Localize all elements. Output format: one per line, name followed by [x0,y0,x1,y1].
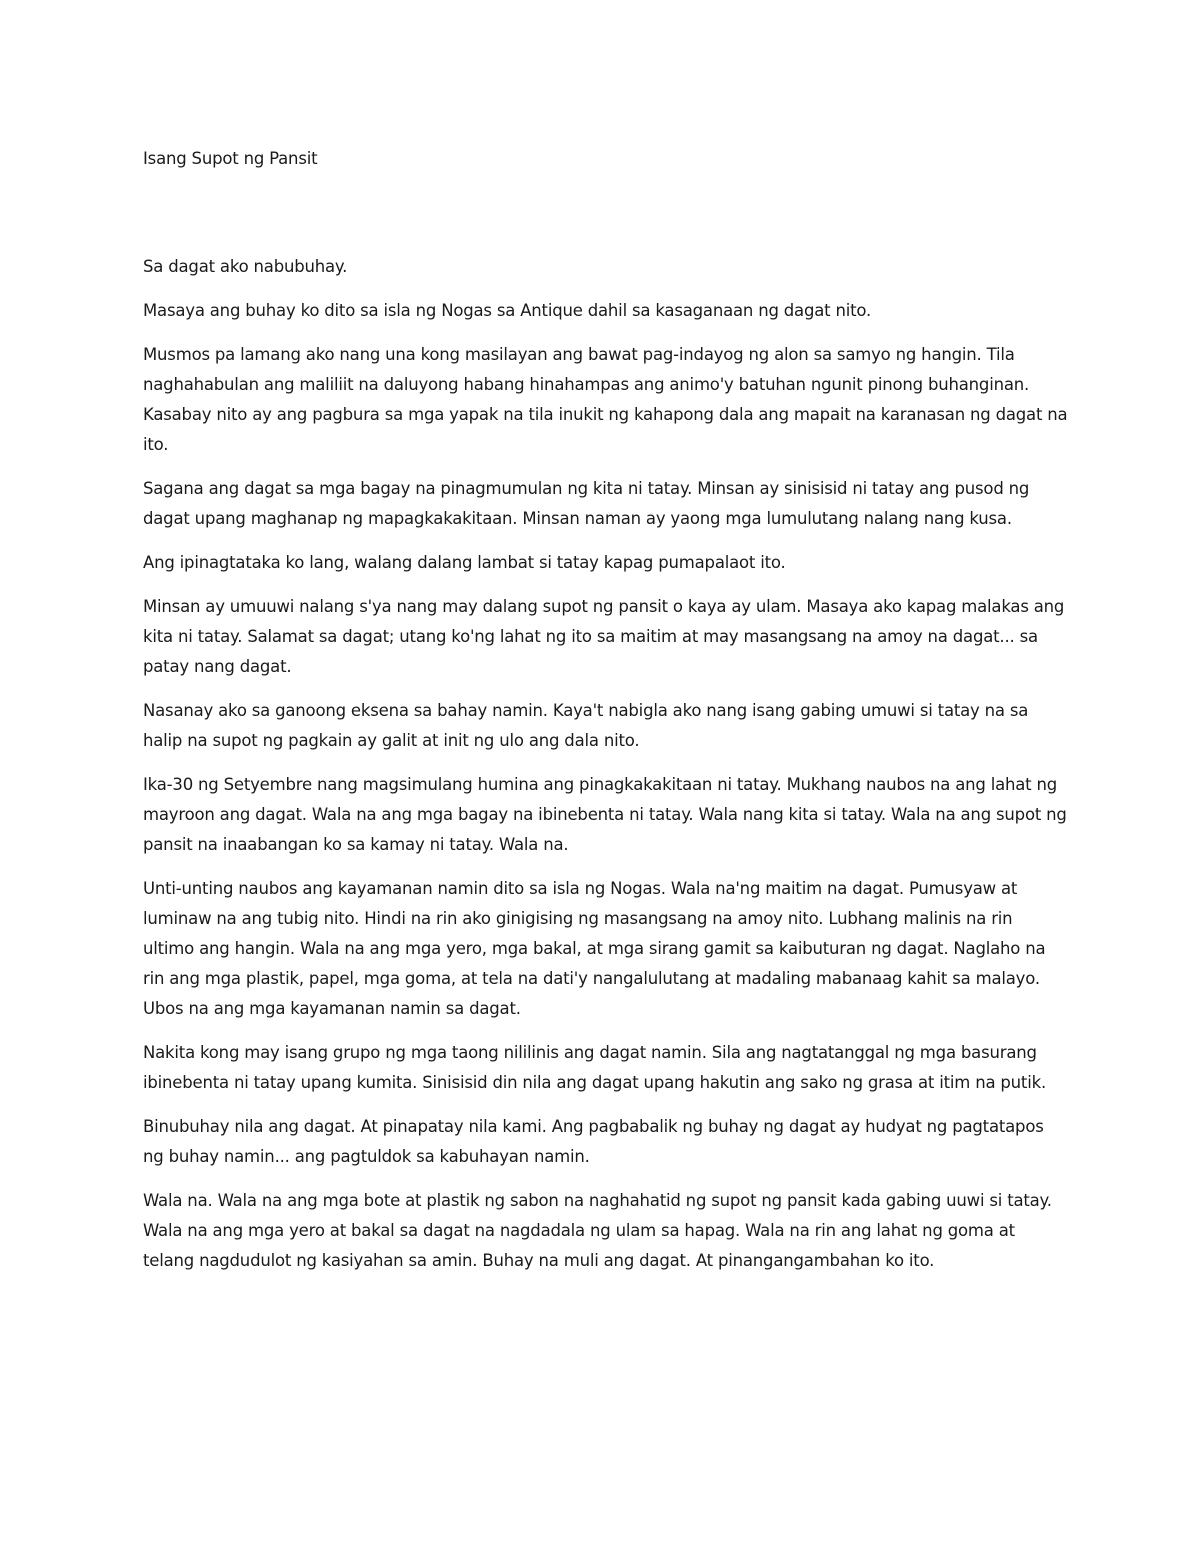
paragraph-6: Minsan ay umuuwi nalang s'ya nang may dalang supot ng pansit o kaya ay ulam. Masaya ako kapag malakas ang kita ni tatay. Salamat sa dagat; utang ko'ng lahat ng ito sa maitim at may masangsang na amoy na dagat... sa patay nang dagat. [143,597,1065,676]
paragraph-3: Musmos pa lamang ako nang una kong masilayan ang bawat pag-indayog ng alon sa samyo ng hangin. Tila naghahabulan ang maliliit na daluyong habang hinahampas ang animo'y batuhan ngunit pinong buhanginan. Kasabay nito ay ang pagbura sa mga yapak na tila inukit ng kahapong dala ang mapait na karanasan ng dagat na ito. [143,345,1068,454]
paragraph-11: Binubuhay nila ang dagat. At pinapatay nila kami. Ang pagbabalik ng buhay ng dagat ay hudyat ng pagtatapos ng buhay namin... ang pagtuldok sa kabuhayan namin. [143,1117,1044,1166]
paragraph-7: Nasanay ako sa ganoong eksena sa bahay namin. Kaya't nabigla ako nang isang gabing umuwi si tatay na sa halip na supot ng pagkain ay galit at init ng ulo ang dala nito. [143,701,1029,750]
paragraph-9: Unti-unting naubos ang kayamanan namin dito sa isla ng Nogas. Wala na'ng maitim na dagat. Pumusyaw at luminaw na ang tubig nito. Hindi na rin ako ginigising ng masangsang na amoy nito. Lubhang malinis na rin ultimo ang hangin. Wala na ang mga yero, mga bakal, at mga sirang gamit sa kaibuturan ng dagat. Naglaho na rin ang mga plastik, papel, mga goma, at tela na dati'y nangalulutang at madaling mabanaag kahit sa malayo. Ubos na ang mga kayamanan namin sa dagat. [143,879,1046,1018]
paragraph-8: Ika-30 ng Setyembre nang magsimulang humina ang pinagkakakitaan ni tatay. Mukhang naubos na ang lahat ng mayroon ang dagat. Wala na ang mga bagay na ibinebenta ni tatay. Wala nang kita si tatay. Wala na ang supot ng pansit na inaabangan ko sa kamay ni tatay. Wala na. [143,775,1067,854]
paragraph-12: Wala na. Wala na ang mga bote at plastik ng sabon na naghahatid ng supot ng pansit kada gabing uuwi si tatay. Wala na ang mga yero at bakal sa dagat na nagdadala ng ulam sa hapag. Wala na rin ang lahat ng goma at telang nagdudulot ng kasiyahan sa amin. Buhay na muli ang dagat. At pinangangambahan ko ito. [143,1191,1052,1270]
document-title: Isang Supot ng Pansit [143,149,318,168]
paragraph-2: Masaya ang buhay ko dito sa isla ng Nogas sa Antique dahil sa kasaganaan ng dagat nito. [143,301,872,320]
document-page [143,144,1068,1290]
paragraph-1: Sa dagat ako nabubuhay. [143,257,348,276]
paragraph-4: Sagana ang dagat sa mga bagay na pinagmumulan ng kita ni tatay. Minsan ay sinisisid ni tatay ang pusod ng dagat upang maghanap ng mapagkakakitaan. Minsan naman ay yaong mga lumulutang nalang nang kusa. [143,479,1030,528]
paragraph-5: Ang ipinagtataka ko lang, walang dalang lambat si tatay kapag pumapalaot ito. [143,553,786,572]
paragraph-10: Nakita kong may isang grupo ng mga taong nililinis ang dagat namin. Sila ang nagtatanggal ng mga basurang ibinebenta ni tatay upang kumita. Sinisisid din nila ang dagat upang hakutin ang sako ng grasa at itim na putik. [143,1043,1046,1092]
